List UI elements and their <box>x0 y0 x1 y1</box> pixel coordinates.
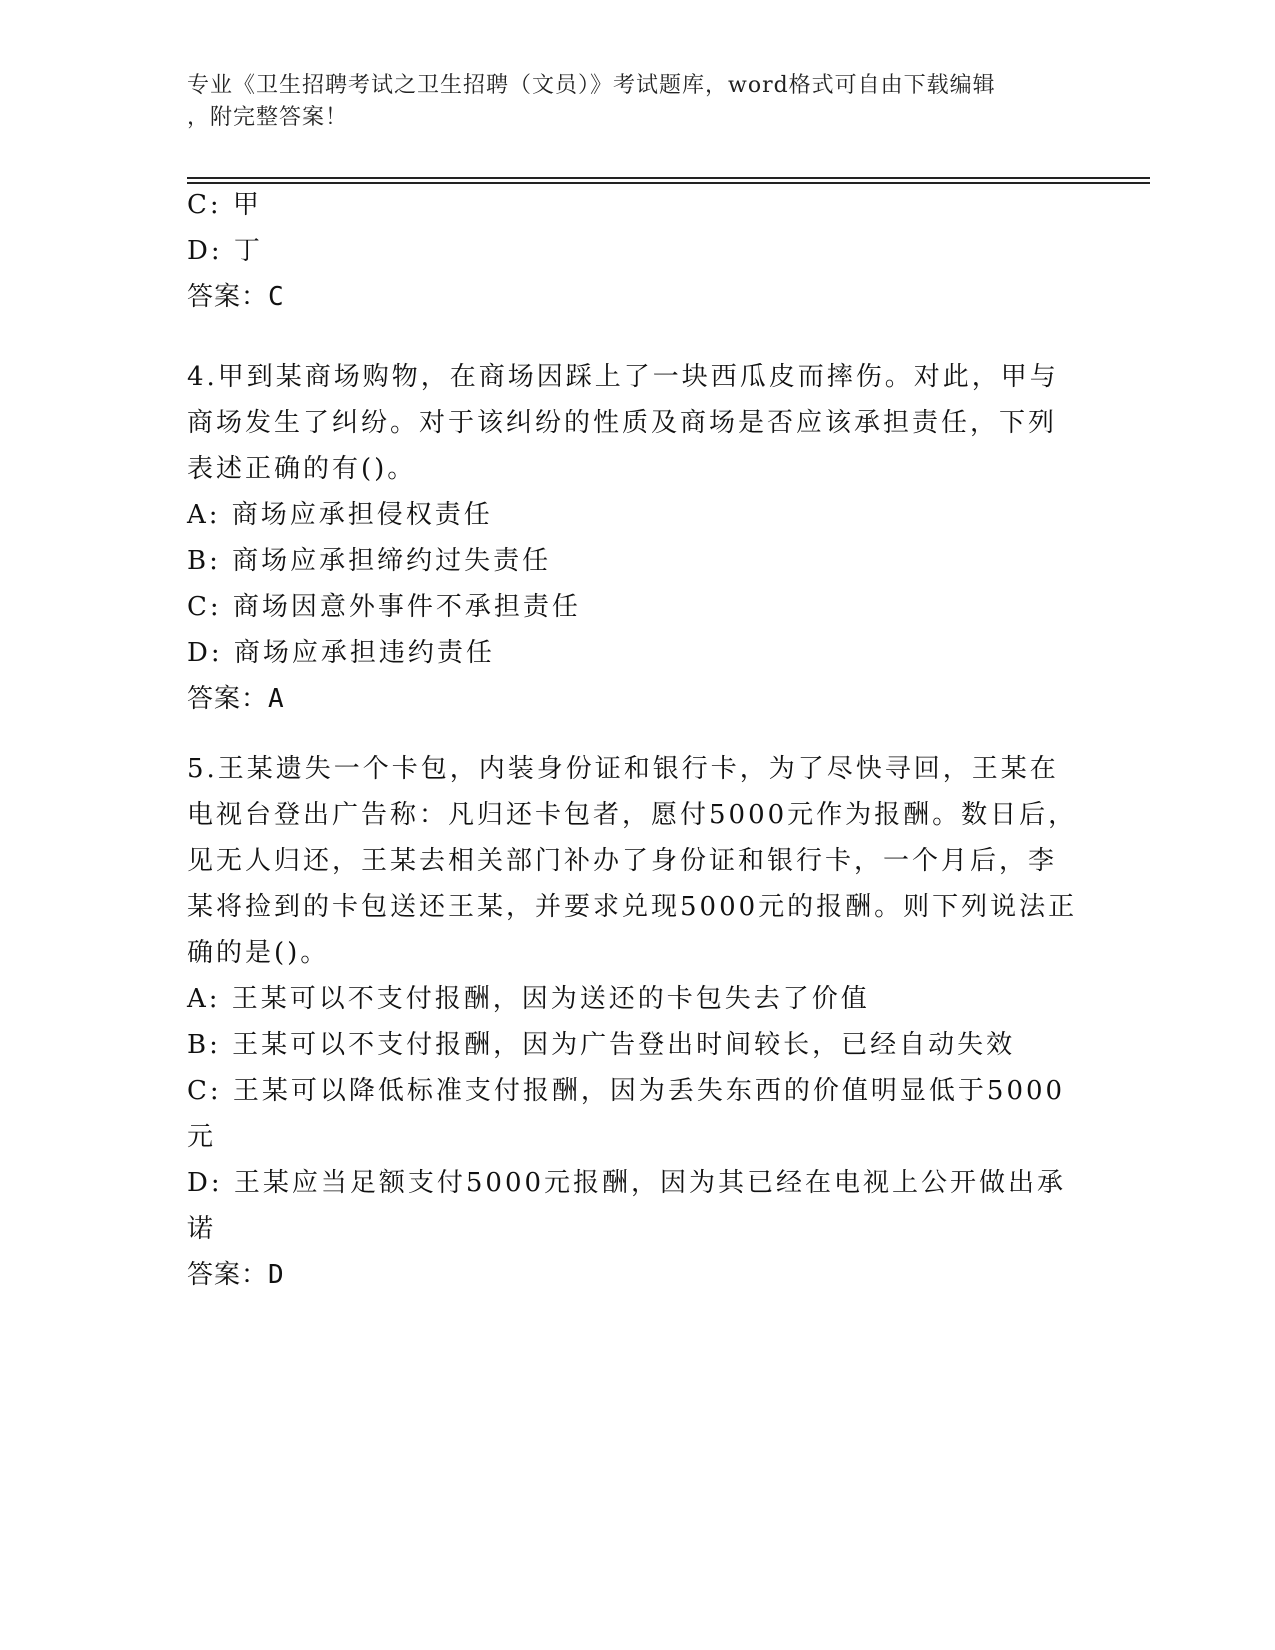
answer-value: A <box>268 684 285 714</box>
question-stem-line: 4.甲到某商场购物，在商场因踩上了一块西瓜皮而摔伤。对此，甲与 <box>187 362 1059 392</box>
option-d-continued: 诺 <box>187 1214 217 1244</box>
answer-value: C <box>268 282 285 312</box>
answer-value: D <box>268 1260 285 1290</box>
option-a: A: 商场应承担侵权责任 <box>187 500 493 530</box>
option-c: C: 甲 <box>187 190 262 220</box>
question-stem-line: 表述正确的有()。 <box>187 454 417 484</box>
answer-line <box>187 676 1087 722</box>
option-b: B: 商场应承担缔约过失责任 <box>187 546 552 576</box>
option-c: C: 王某可以降低标准支付报酬，因为丢失东西的价值明显低于5000 <box>187 1076 1066 1106</box>
option-d: D: 王某应当足额支付5000元报酬，因为其已经在电视上公开做出承 <box>187 1168 1067 1198</box>
page-header <box>187 70 1067 134</box>
option-c-continued: 元 <box>187 1122 217 1152</box>
question-stem-line: 商场发生了纠纷。对于该纠纷的性质及商场是否应该承担责任，下列 <box>187 408 1058 438</box>
answer-label: 答案： <box>187 282 269 312</box>
header-divider-top <box>187 177 1150 179</box>
option-a: A: 王某可以不支付报酬，因为送还的卡包失去了价值 <box>187 984 870 1014</box>
question-stem-line: 5.王某遗失一个卡包，内装身份证和银行卡，为了尽快寻回，王某在 <box>187 754 1059 784</box>
option-d: D: 丁 <box>187 236 263 266</box>
question-stem-line: 见无人归还，王某去相关部门补办了身份证和银行卡，一个月后，李 <box>187 846 1058 876</box>
question-stem-line: 电视台登出广告称：凡归还卡包者，愿付5000元作为报酬。数日后， <box>187 800 1078 830</box>
header-line-1: 专业《卫生招聘考试之卫生招聘（文员）》考试题库，word格式可自由下载编辑 <box>187 73 996 98</box>
option-d: D: 商场应承担违约责任 <box>187 638 495 668</box>
question-4 <box>187 354 1087 722</box>
question-stem-line: 确的是()。 <box>187 938 330 968</box>
question-5 <box>187 746 1087 1298</box>
option-c: C: 商场因意外事件不承担责任 <box>187 592 581 622</box>
answer-label: 答案： <box>187 684 269 714</box>
answer-line <box>187 274 1087 320</box>
option-b: B: 王某可以不支付报酬，因为广告登出时间较长，已经自动失效 <box>187 1030 1016 1060</box>
question-stem-line: 某将捡到的卡包送还王某，并要求兑现5000元的报酬。则下列说法正 <box>187 892 1078 922</box>
answer-line <box>187 1252 1087 1298</box>
question-3-tail <box>187 182 1087 320</box>
header-line-2: ，附完整答案！ <box>187 105 349 130</box>
answer-label: 答案： <box>187 1260 269 1290</box>
